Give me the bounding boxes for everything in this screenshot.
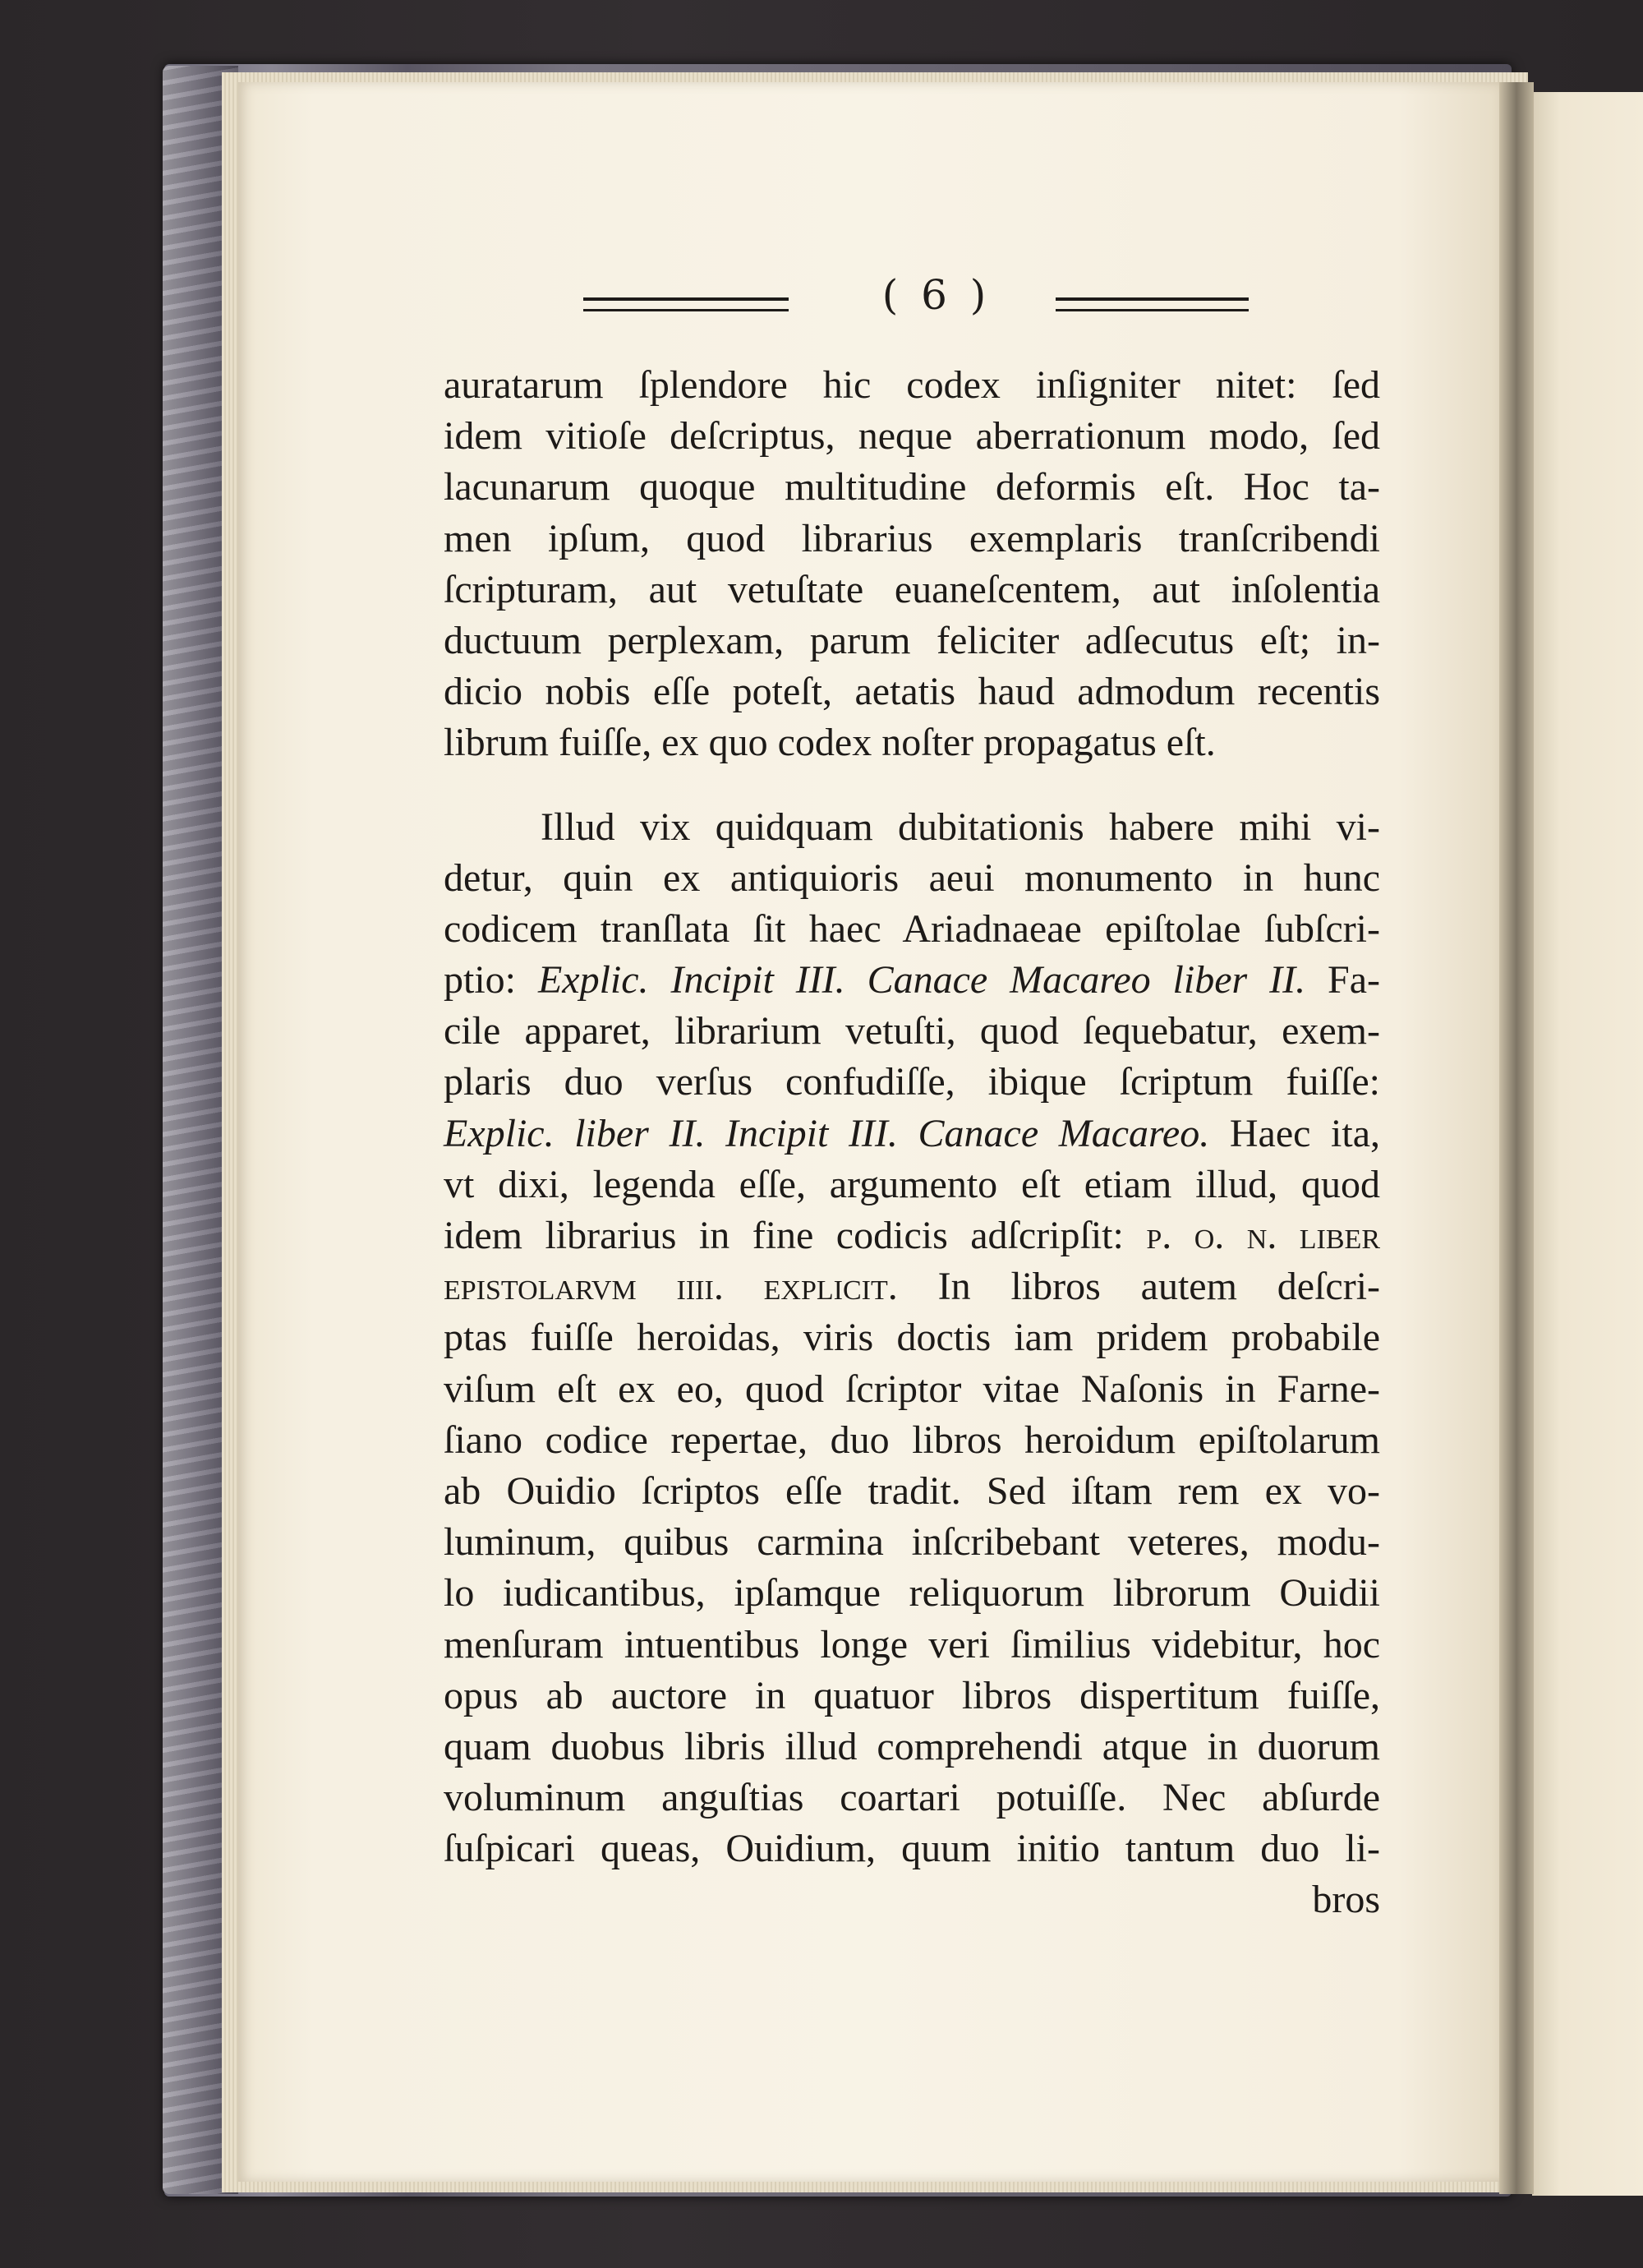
italic-run: Explic. liber II. Incipit III. Canace Macareo. (444, 1111, 1210, 1155)
text-line: cile apparet, librarium vetuſti, quod ſequebatur, exem- (444, 1009, 1380, 1053)
facing-page (1532, 92, 1643, 2196)
text-line: ductuum perplexam, parum feliciter adſecutus eſt; in- (444, 618, 1380, 662)
text-line: luminum, quibus carmina inſcribebant veteres, modu- (444, 1520, 1380, 1565)
text-line: voluminum anguſtias coartari potuiſſe. Nec abſurde (444, 1776, 1380, 1820)
header-rule-left (583, 297, 789, 311)
text-line: men ipſum, quod librarius exemplaris tranſcribendi (444, 516, 1380, 560)
text-run: In libros autem deſcri- (937, 1265, 1381, 1309)
text-line-mixed (444, 955, 1380, 1006)
body-text (444, 360, 1380, 1926)
text-run: idem librarius in fine codicis adſcripſit: (444, 1214, 1124, 1257)
text-line: vt dixi, legenda eſſe, argumento eſt etiam illud, quod (444, 1162, 1380, 1206)
text-line: idem vitioſe deſcriptus, neque aberrationum modo, ſed (444, 414, 1380, 459)
text-line: auratarum ſplendore hic codex inſigniter nitet: ſed (444, 363, 1380, 407)
text-line: codicem tranſlata ſit haec Ariadnaeae epiſtolae ſubſcri- (444, 906, 1380, 951)
text-line: ptas fuiſſe heroidas, viris doctis iam pridem probabile (444, 1316, 1380, 1360)
text-line: quam duobus libris illud comprehendi atque in duorum (444, 1724, 1380, 1768)
small-caps-run: epistolarvm iiii. explicit. (444, 1265, 898, 1309)
text-line: opus ab auctore in quatuor libros dispertitum fuiſſe, (444, 1673, 1380, 1717)
text-run: Haec ita, (1229, 1111, 1381, 1155)
paragraph-gap (444, 769, 1380, 802)
text-line: ſiano codice repertae, duo libros heroidum epiſtolarum (444, 1418, 1380, 1462)
text-line: ab Ouidio ſcriptos eſſe tradit. Sed iſtam rem ex vo- (444, 1468, 1380, 1513)
text-line-mixed (444, 1210, 1380, 1261)
text-line: viſum eſt ex eo, quod ſcriptor vitae Naſonis in Farne- (444, 1367, 1380, 1411)
text-line: dicio nobis eſſe poteſt, aetatis haud admodum recentis (444, 670, 1380, 714)
text-line: Illud vix quidquam dubitationis habere mihi vi- (541, 804, 1380, 849)
text-run: ptio: (444, 958, 517, 1003)
text-line: librum fuiſſe, ex quo codex noſter propagatus eſt. (444, 721, 1216, 765)
text-line: lacunarum quoque multitudine deformis eſt. Hoc ta- (444, 465, 1380, 509)
text-line: menſuram intuentibus longe veri ſimilius videbitur, hoc (444, 1622, 1380, 1666)
catchword: bros (1312, 1878, 1380, 1922)
page-header (583, 273, 1249, 330)
header-rule-right (1056, 297, 1249, 311)
text-line: lo iudicantibus, ipſamque reliquorum librorum Ouidii (444, 1571, 1380, 1616)
small-caps-run: p. o. n. liber (1146, 1214, 1381, 1257)
text-line: plaris duo verſus confudiſſe, ibique ſcriptum fuiſſe: (444, 1060, 1380, 1104)
text-line: ſuſpicari queas, Ouidium, quum initio tantum duo li- (444, 1827, 1380, 1871)
book-gutter (1499, 82, 1534, 2194)
text-line: detur, quin ex antiquioris aeui monumento in hunc (444, 855, 1380, 900)
text-line: ſcripturam, aut vetuſtate euaneſcentem, aut inſolentia (444, 567, 1380, 611)
text-line-mixed (444, 1109, 1380, 1159)
text-line-mixed (444, 1261, 1380, 1312)
italic-run: Explic. Incipit III. Canace Macareo liber II. (537, 958, 1306, 1003)
text-run: Fa- (1328, 958, 1381, 1003)
page-number: ( 6 ) (881, 271, 992, 319)
